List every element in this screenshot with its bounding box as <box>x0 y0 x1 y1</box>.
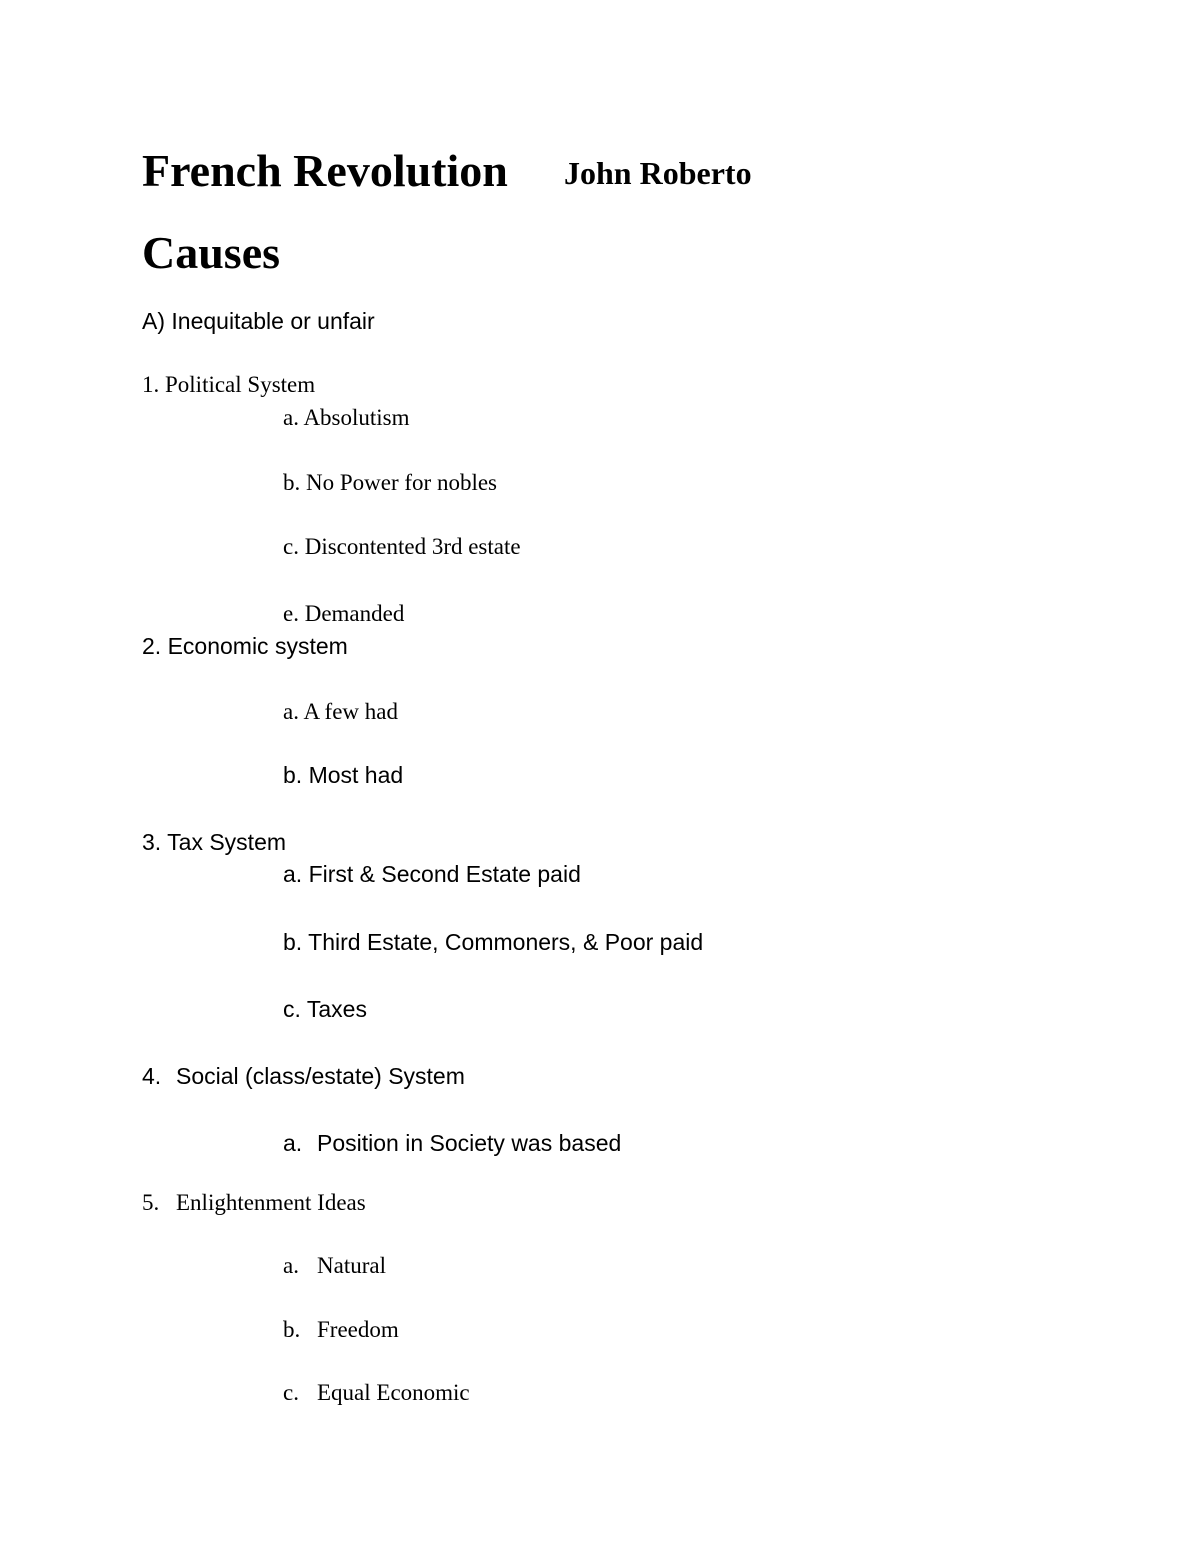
section-3-item: b. Third Estate, Commoners, & Poor paid <box>283 929 704 955</box>
section-4-label <box>142 1065 465 1088</box>
intro-line: A) Inequitable or unfair <box>142 308 375 334</box>
list-marker: 5. <box>142 1190 160 1215</box>
section-4-text: Social (class/estate) System <box>176 1063 465 1089</box>
section-2-label: 2. Economic system <box>142 633 348 659</box>
section-1-item: c. Discontented 3rd estate <box>283 534 521 559</box>
section-3-item: c. Taxes <box>283 996 367 1022</box>
section-1-label: 1. Political System <box>142 372 316 397</box>
section-1-item: e. Demanded <box>283 601 405 626</box>
author-name: John Roberto <box>564 155 752 191</box>
list-marker: b. <box>283 1317 301 1342</box>
section-5-item-text: Natural <box>317 1253 386 1278</box>
section-1-item: b. No Power for nobles <box>283 470 497 495</box>
section-3-label: 3. Tax System <box>142 829 287 855</box>
list-marker: a. <box>283 1253 299 1278</box>
list-marker: 4. <box>142 1063 162 1089</box>
list-marker: c. <box>283 1380 299 1405</box>
section-4-item <box>283 1132 621 1155</box>
section-2-item: a. A few had <box>283 699 398 724</box>
list-marker: a. <box>283 1130 303 1156</box>
document-title: French Revolution <box>142 145 508 196</box>
section-5-item-text: Equal Economic <box>317 1380 470 1405</box>
section-5-item <box>283 1318 399 1341</box>
section-5-item <box>283 1254 386 1277</box>
section-1-item: a. Absolutism <box>283 405 410 430</box>
section-5-item-text: Freedom <box>317 1317 399 1342</box>
section-5-label <box>142 1191 366 1214</box>
section-2-item: b. Most had <box>283 762 404 788</box>
section-5-item <box>283 1381 470 1404</box>
section-heading: Causes <box>142 227 281 278</box>
section-4-item-text: Position in Society was based <box>317 1130 622 1156</box>
section-3-item: a. First & Second Estate paid <box>283 861 581 887</box>
section-5-text: Enlightenment Ideas <box>176 1190 366 1215</box>
